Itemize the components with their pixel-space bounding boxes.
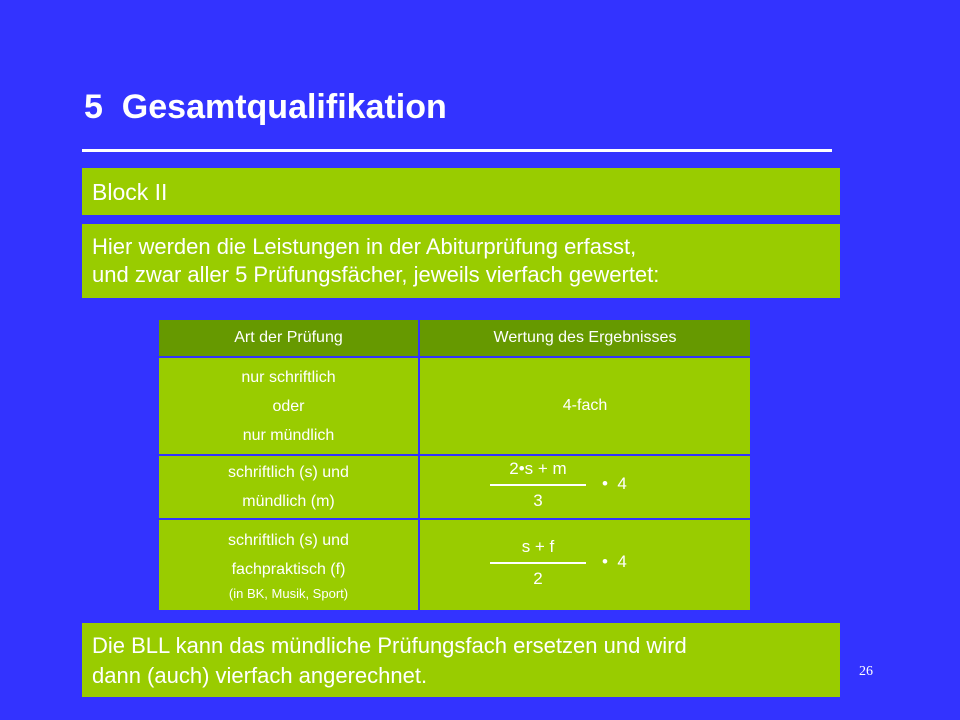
exam-type-line: nur schriftlich	[241, 368, 336, 386]
table-row	[158, 357, 751, 455]
bll-note-box	[82, 623, 840, 697]
block-label: Block II	[82, 168, 840, 215]
rating-cell	[419, 519, 751, 611]
formula-numerator: 2•s + m	[509, 459, 567, 478]
exam-type-line: oder	[272, 397, 305, 415]
fraction-bar	[490, 562, 586, 564]
table-row	[158, 455, 751, 519]
exam-type-line: fachpraktisch (f)	[231, 561, 346, 578]
exam-type-line: mündlich (m)	[242, 493, 335, 510]
exam-type-cell	[158, 455, 419, 519]
fraction-bar	[490, 484, 586, 486]
rating-formula	[490, 457, 750, 517]
formula-denominator: 3	[533, 491, 543, 510]
exam-type-note: (in BK, Musik, Sport)	[228, 586, 349, 601]
intro-box	[82, 224, 840, 298]
title-underline	[82, 149, 832, 152]
rating-formula	[490, 535, 750, 595]
bll-note-line: dann (auch) vierfach angerechnet.	[92, 663, 428, 688]
rating-cell: 4-fach	[419, 357, 751, 455]
exam-type-line: schriftlich (s) und	[228, 532, 349, 549]
table-row	[158, 519, 751, 611]
exam-type-cell	[158, 519, 419, 611]
intro-line: Hier werden die Leistungen in der Abiturprüfung erfasst,	[92, 234, 637, 259]
formula-denominator: 2	[533, 569, 543, 588]
page-number: 26	[859, 664, 873, 679]
exam-type-line: schriftlich (s) und	[228, 464, 349, 481]
formula-multiplier: • 4	[602, 552, 627, 571]
table-header-rating: Wertung des Ergebnisses	[419, 319, 751, 357]
intro-line: und zwar aller 5 Prüfungsfächer, jeweils vierfach gewertet:	[92, 262, 660, 287]
formula-numerator: s + f	[521, 537, 555, 556]
table-header-type: Art der Prüfung	[158, 319, 419, 357]
slide-title: 5 Gesamtqualifikation	[84, 88, 447, 126]
exam-type-line: nur mündlich	[242, 426, 335, 444]
rating-cell	[419, 455, 751, 519]
bll-note-line: Die BLL kann das mündliche Prüfungsfach ersetzen und wird	[92, 633, 687, 658]
table-header-row	[158, 319, 751, 357]
grading-table	[157, 318, 752, 612]
formula-multiplier: • 4	[602, 474, 627, 493]
exam-type-cell	[158, 357, 419, 455]
